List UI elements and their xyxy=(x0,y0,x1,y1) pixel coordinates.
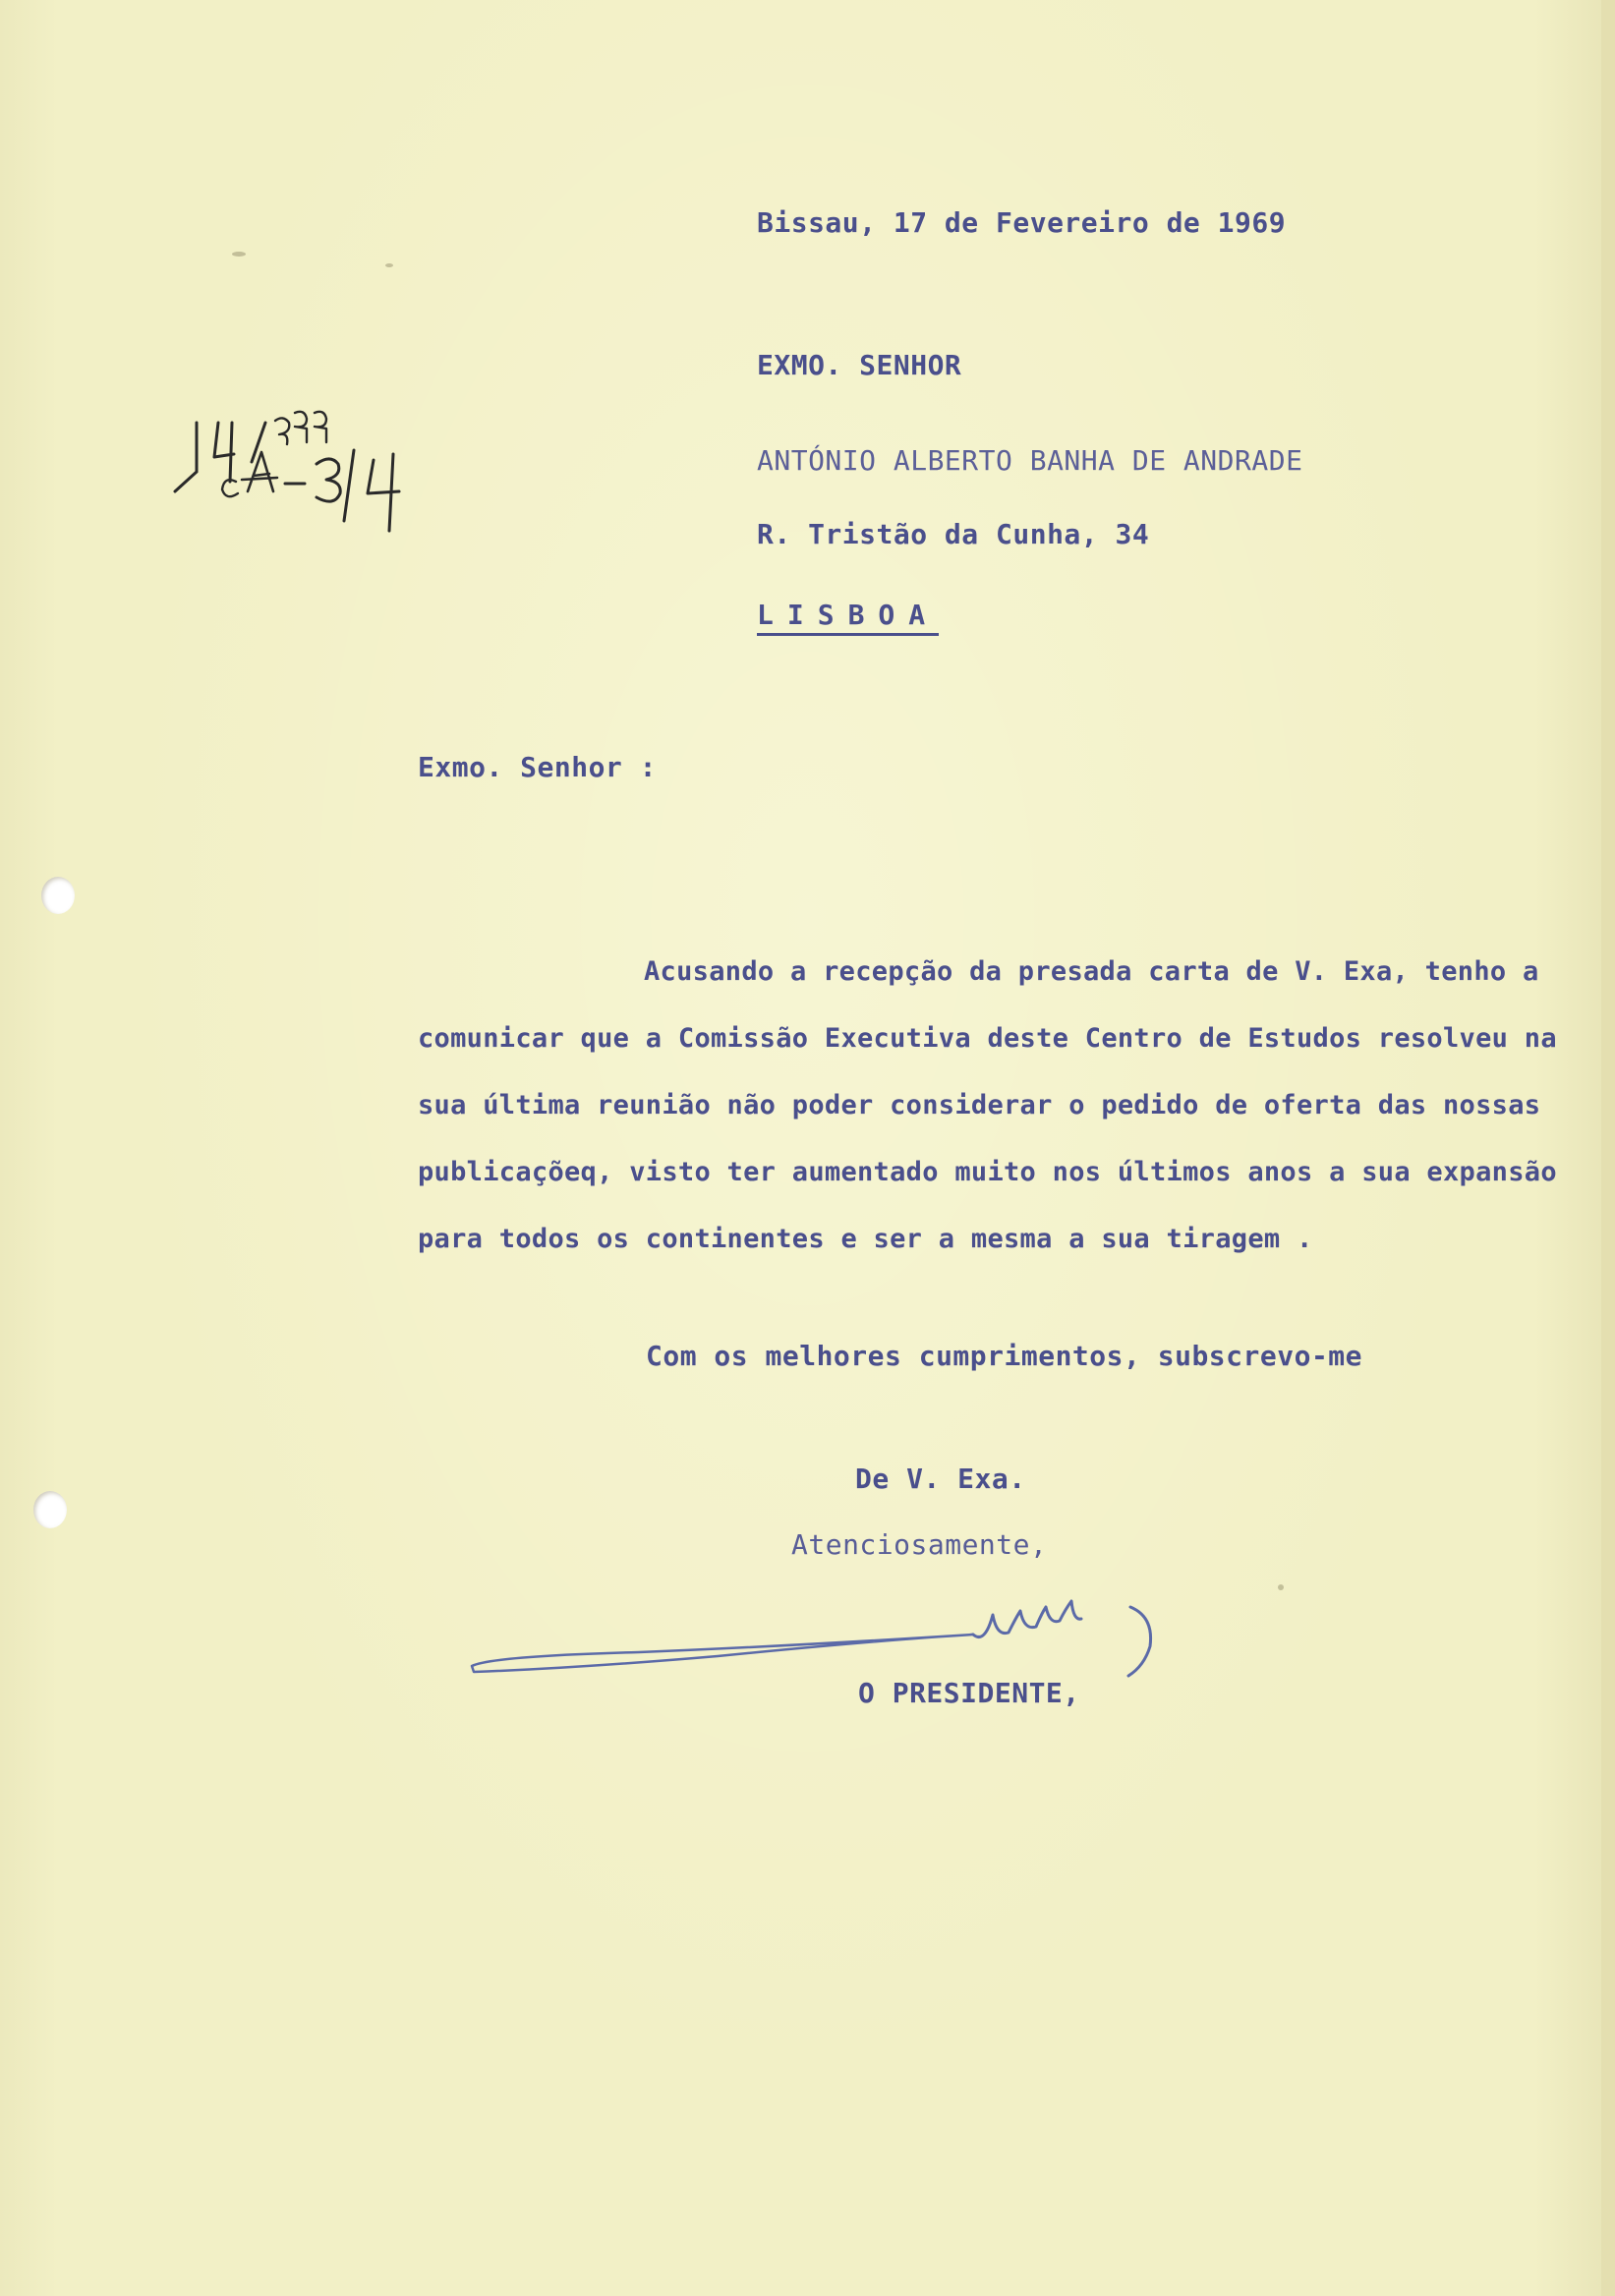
recipient-city: LISBOA xyxy=(757,602,939,636)
body-line: comunicar que a Comissão Executiva deste Centro de Estudos resolveu na xyxy=(418,1023,1557,1054)
ink-speck xyxy=(232,252,246,257)
body-line: sua última reunião não poder considerar o pedido de oferta das nossas xyxy=(418,1090,1541,1120)
body-line: publicaçõeq, visto ter aumentado muito nos últimos anos a sua expansão xyxy=(418,1157,1557,1187)
ink-speck xyxy=(385,263,393,267)
recipient-street: R. Tristão da Cunha, 34 xyxy=(757,518,1150,550)
body-line: Acusando a recepção da presada carta de V. Exa, tenho a xyxy=(644,956,1539,987)
letter-date: Bissau, 17 de Fevereiro de 1969 xyxy=(757,206,1287,239)
paper-edge xyxy=(1601,0,1615,2296)
letter-body xyxy=(418,939,1558,1273)
signatory-title: O PRESIDENTE, xyxy=(858,1677,1080,1709)
letter-closing: Com os melhores cumprimentos, subscrevo-me xyxy=(646,1340,1363,1372)
letter-attentively: Atenciosamente, xyxy=(791,1528,1048,1561)
punch-hole xyxy=(41,877,75,914)
letter-regards: De V. Exa. xyxy=(855,1463,1026,1495)
punch-hole xyxy=(33,1491,67,1528)
handwritten-reference-note xyxy=(157,403,472,550)
recipient-salutation: EXMO. SENHOR xyxy=(757,349,962,381)
handwritten-signature xyxy=(462,1578,1229,1686)
body-line: para todos os continentes e ser a mesma a sua tiragem . xyxy=(418,1224,1313,1254)
recipient-name: ANTÓNIO ALBERTO BANHA DE ANDRADE xyxy=(757,444,1303,477)
letter-greeting: Exmo. Senhor : xyxy=(418,751,658,783)
ink-speck xyxy=(1278,1584,1284,1590)
